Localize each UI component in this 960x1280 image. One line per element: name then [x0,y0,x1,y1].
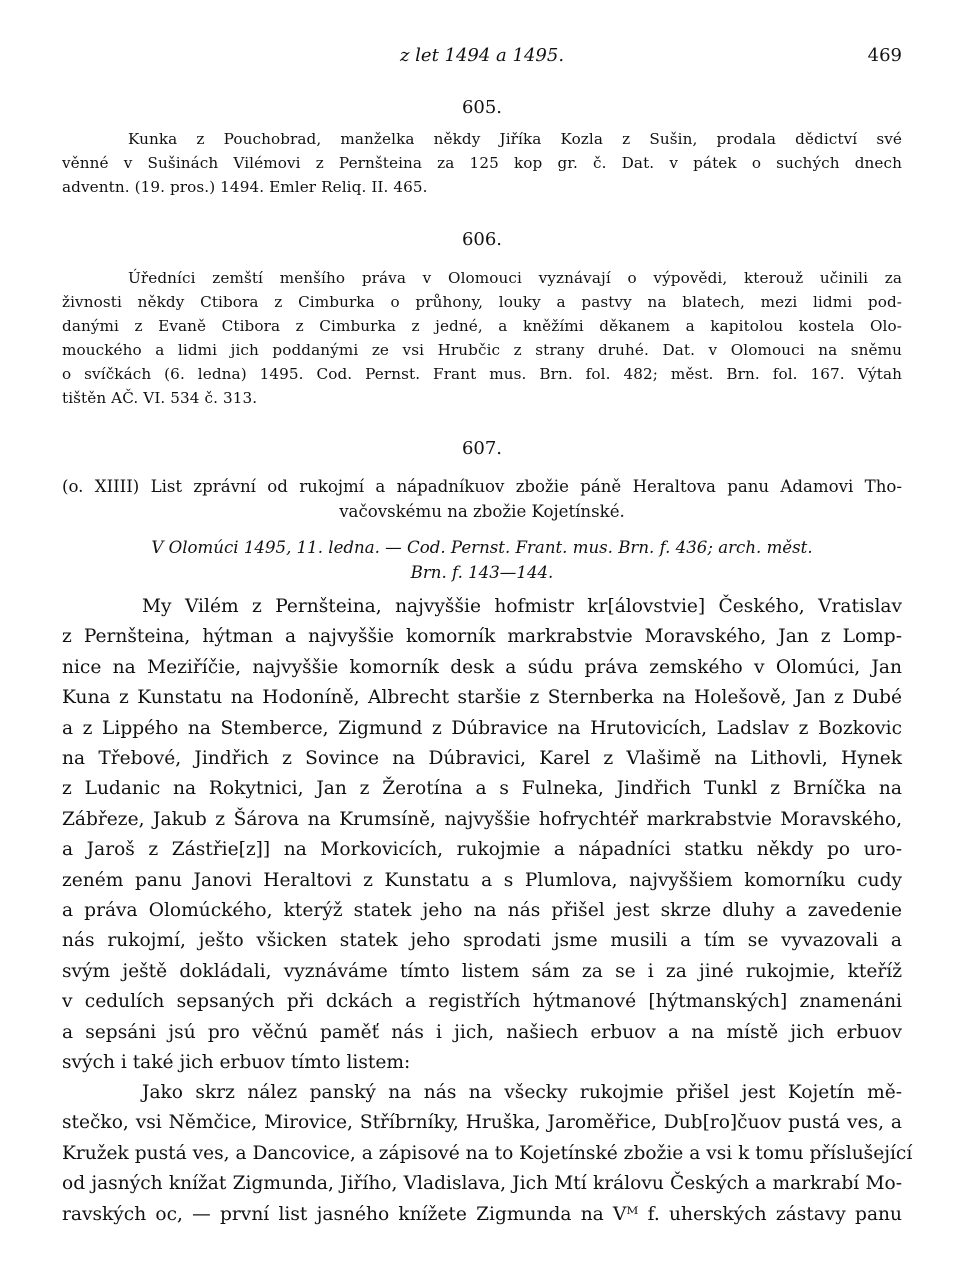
text-line: ravských oc, — první list jasného knížete Zigmunda na Vᴹ f. uherských zástavy panu [62,1203,902,1225]
text-line: mouckého a lidmi jich poddanými ze vsi Hrubčic z strany druhé. Dat. v Olomouci na sněmu [62,341,902,359]
text-line: a z Lippého na Stemberce, Zigmund z Dúbravice na Hrutovicích, Ladslav z Bozkovic [62,717,902,739]
entry-607-dating [62,535,902,585]
text-line: My Vilém z Pernšteina, najvyššie hofmistr kr[álovstvie] Českého, Vratislav [142,596,902,617]
entry-607-body-paragraph-2 [62,1078,913,1230]
regest-line: vačovskému na zbožie Kojetínské. [339,502,625,521]
text-line: stečko, vsi Němčice, Mirovice, Stříbrníky, Hruška, Jaroměřice, Dub[ro]čuov pustá ves, a [62,1112,902,1134]
text-line: od jasných knížat Zigmunda, Jiřího, Vladislava, Jich Mtí královu Českých a markrabí Mo- [62,1173,902,1195]
text-line: z Ludanic na Rokytnici, Jan z Žerotína a s Fulneka, Jindřich Tunkl z Brníčka na [62,778,902,800]
regest-line: (o. XIIII) List zprávní od rukojmí a nápadníkuov zbožie páně Heraltova panu Adamovi Tho- [62,477,902,496]
text-line: a Jaroš z Zástřie[z]] na Morkovicích, rukojmie a nápadníci statku někdy po uro- [62,839,902,861]
text-line: Zábřeze, Jakub z Šárova na Krumsíně, najvyššie hofrychtéř markrabstvie Moravského, [62,808,902,830]
text-line: adventn. (19. pros.) 1494. Emler Reliq. II. 465. [62,178,428,196]
text-line: na Třebové, Jindřich z Sovince na Dúbravici, Karel z Vlašimě na Lithovli, Hynek [62,748,902,770]
text-line: v cedulích sepsaných při dckách a registřích hýtmanové [hýtmanských] znamenáni [62,991,902,1013]
text-line: nice na Meziříčie, najvyššie komorník desk a súdu práva zemského v Olomúci, Jan [62,656,902,678]
text-line: věnné v Sušinách Vilémovi z Pernšteina za 125 kop gr. č. Dat. v pátek o suchých dnech [62,154,902,172]
text-line: z Pernšteina, hýtman a najvyššie komorník markrabstvie Moravského, Jan z Lomp- [62,626,902,648]
text-line: zeném panu Janovi Heraltovi z Kunstatu a s Plumlova, najvyššiem komorníku cudy [62,869,902,891]
text-line: svým ještě dokládali, vyznáváme tímto listem sám za se i za jiné rukojmie, kteříž [62,960,902,982]
entry-607-regest [62,474,902,524]
text-line: nás rukojmí, ješto všicken statek jeho sprodati jsme musili a tím se vyvazovali a [62,930,902,952]
running-title: z let 1494 a 1495. [399,45,565,66]
text-line: Kružek pustá ves, a Dancovice, a zápisové na to Kojetínské zbožie a vsi k tomu příslušející [62,1142,913,1164]
text-line: Kunka z Pouchobrad, manželka někdy Jiříka Kozla z Sušin, prodala dědictví své [128,130,902,148]
dating-line: V Olomúci 1495, 11. ledna. — Cod. Pernst. Frant. mus. Brn. f. 436; arch. měst. [151,538,813,557]
entry-605-text [62,127,902,199]
text-line: Kuna z Kunstatu na Hodoníně, Albrecht staršie z Sternberka na Holešově, Jan z Dubé [62,687,902,709]
text-line: o svíčkách (6. ledna) 1495. Cod. Pernst. Frant mus. Brn. fol. 482; měst. Brn. fol. 167. Výtah [62,365,902,383]
text-line: danými z Evaně Ctibora z Cimburka z jedné, a kněžími děkanem a kapitolou kostela Olo- [62,317,902,335]
text-line: tištěn AČ. VI. 534 č. 313. [62,389,258,407]
text-line: Jako skrz nález panský na nás na všecky rukojmie přišel jest Kojetín mě- [142,1082,902,1103]
text-line: svých i také jich erbuov tímto listem: [62,1052,411,1074]
text-line: Úředníci zemští menšího práva v Olomouci vyznávají o výpovědi, kterouž učinili za [128,269,902,287]
page-number: 469 [867,45,902,66]
page-header [62,45,902,75]
text-line: a sepsáni jsú pro věčnú paměť nás i jich, našiech erbuov a na místě jich erbuov [62,1021,902,1043]
entry-606-text [62,266,902,410]
entry-607-body-paragraph-1 [62,592,902,1079]
entry-number-607: 607. [461,438,503,459]
dating-line: Brn. f. 143—144. [410,563,554,582]
text-line: živnosti někdy Ctibora z Cimburka o průhony, louky a pastvy na blatech, mezi lidmi pod- [62,293,902,311]
entry-number-606: 606. [461,229,503,250]
text-line: a práva Olomúckého, kterýž statek jeho na nás přišel jest skrze dluhy a zavedenie [62,900,902,922]
entry-number-605: 605. [461,97,503,118]
